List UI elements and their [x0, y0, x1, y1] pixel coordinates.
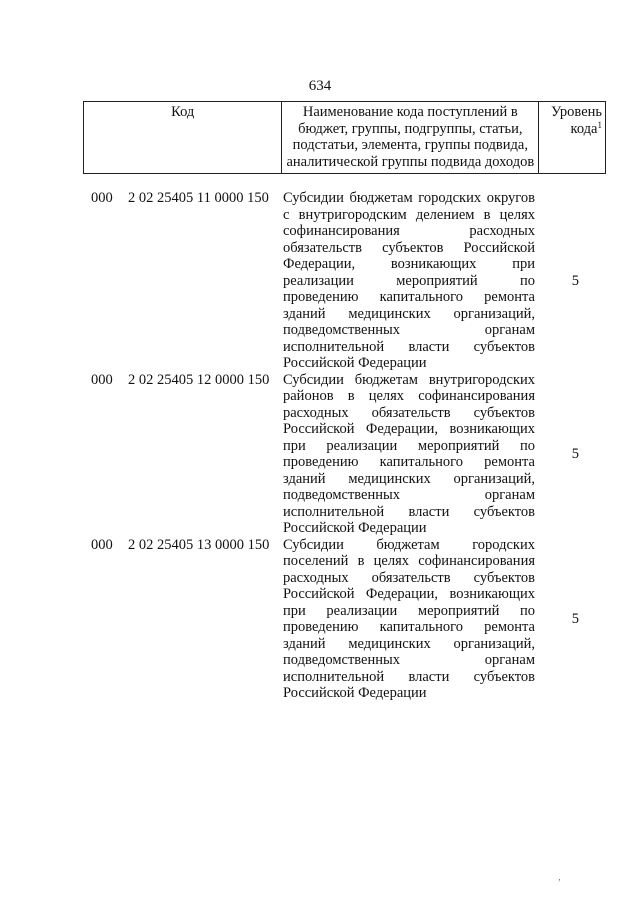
page-number: 634: [308, 78, 332, 94]
admin-code: 000: [91, 536, 113, 553]
header-level: [539, 102, 606, 174]
row-code: [91, 537, 269, 554]
table-header: [83, 101, 606, 174]
table-row: [86, 372, 606, 537]
row-description: Субсидии бюджетам городских поселений в целях софинансирования расходных обязательств субъектов Российской Федерации, возникающих при реализации мероприятий по проведению капитального ремонта зданий медицинских организаций, подведомственных органам исполнительной власти субъектов Российской Федерации: [283, 536, 535, 701]
row-level: 5: [571, 610, 579, 627]
header-name: Наименование кода поступлений в бюджет, группы, подгруппы, статьи, подстатьи, элемента, группы подвида, аналитической группы подвида доходов: [282, 102, 539, 174]
row-code: [91, 372, 269, 389]
footnote-marker: 1: [597, 119, 602, 130]
header-code: Код: [84, 102, 282, 174]
admin-code: 000: [91, 190, 113, 206]
header-level-label: Уровень кода: [550, 104, 602, 137]
income-code: 2 02 25405 13 0000 150: [128, 536, 270, 553]
income-code: 2 02 25405 12 0000 150: [128, 371, 270, 388]
row-description: Субсидии бюджетам внутригородских районов в целях софинансирования расходных обязательств субъектов Российской Федерации, возникающих при реализации мероприятий по проведению капитального ремонта зданий медицинских организаций, подведомственных органам исполнительной власти субъектов Российской Федерации: [283, 371, 535, 536]
table-row: [86, 537, 606, 702]
header-row: [84, 102, 606, 174]
code-list: [86, 190, 606, 702]
scan-mark: ‚: [558, 872, 561, 882]
admin-code: 000: [91, 371, 113, 388]
row-code: [91, 190, 269, 207]
table-row: [86, 190, 606, 372]
income-code: 2 02 25405 11 0000 150: [128, 190, 269, 206]
row-description: Субсидии бюджетам городских округов с внутригородским делением в целях софинансирования расходных обязательств субъектов Российской Федерации, возникающих при реализации мероприятий по проведению капитального ремонта зданий медицинских организаций, подведомственных органам исполнительной власти субъектов Российской Федерации: [283, 190, 535, 371]
row-level: 5: [571, 272, 579, 289]
row-level: 5: [571, 445, 579, 462]
